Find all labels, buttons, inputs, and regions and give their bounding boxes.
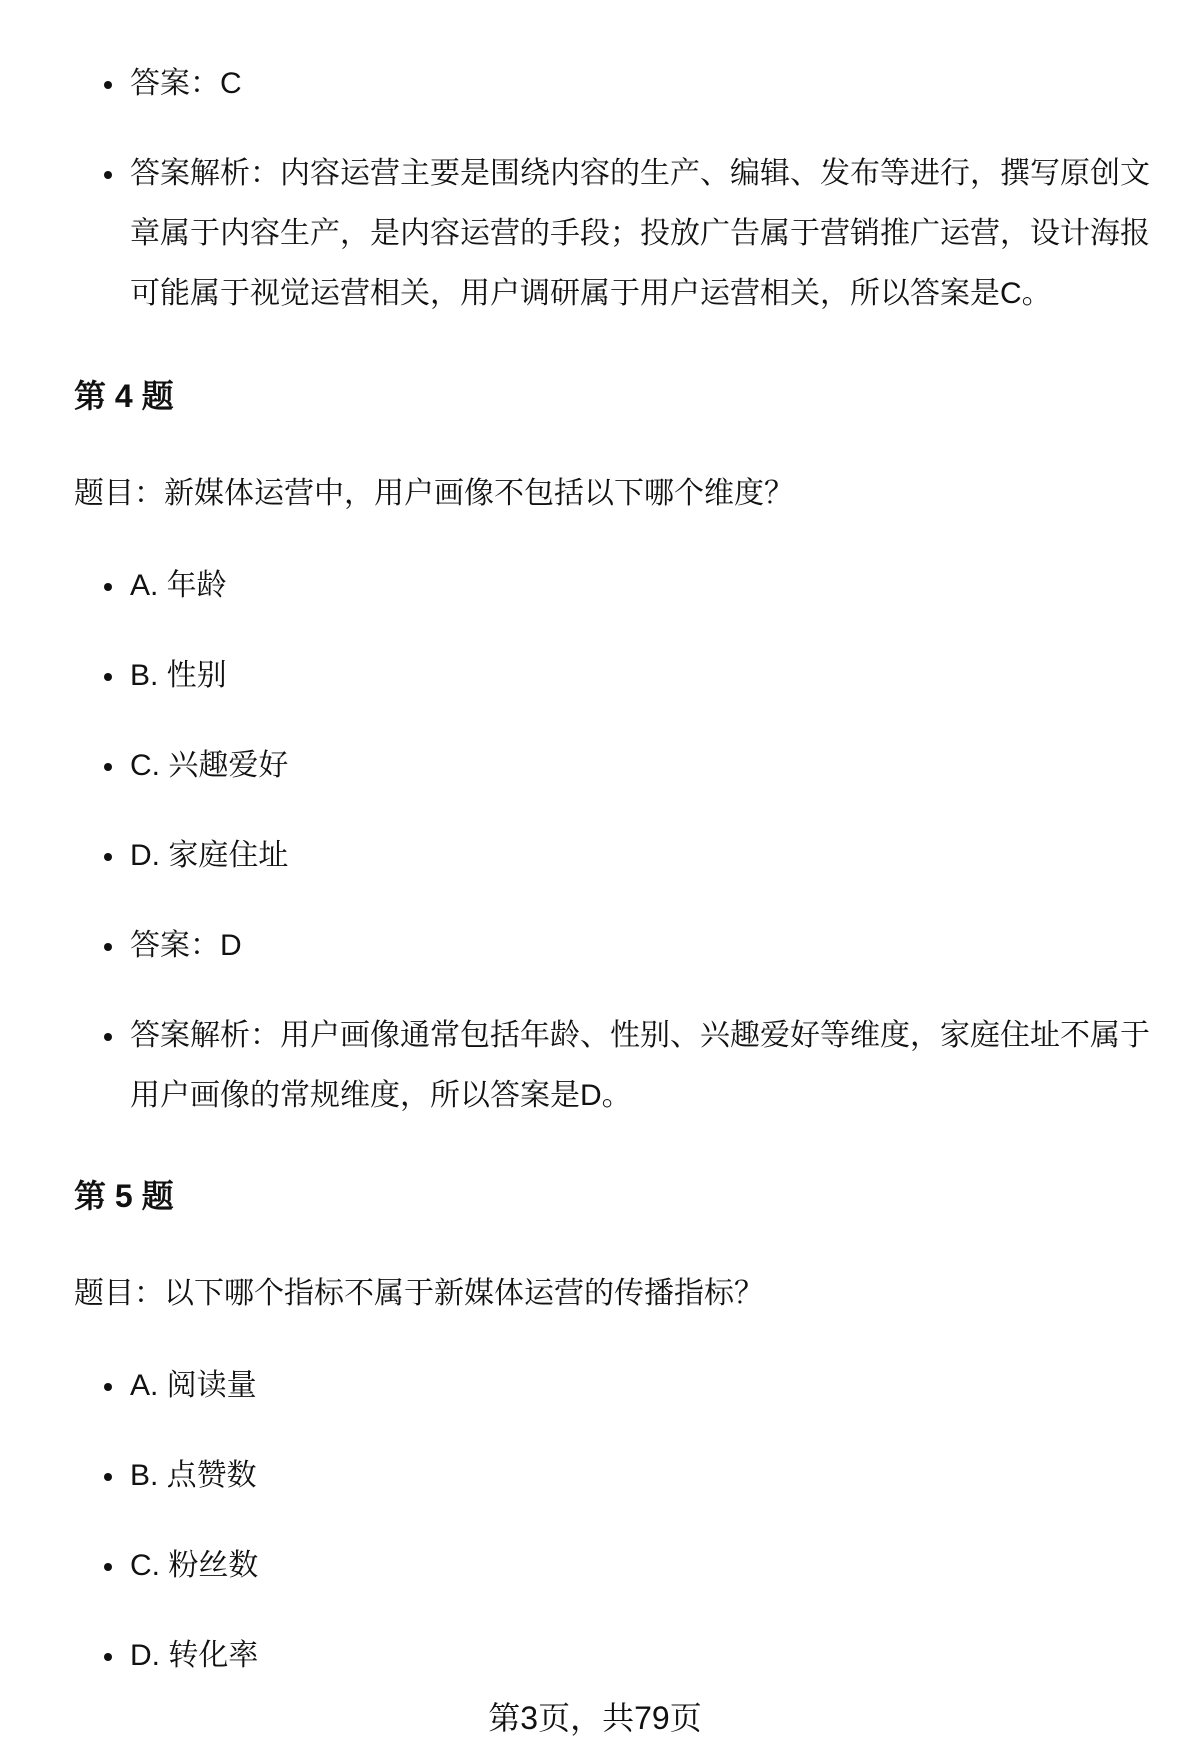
option-label: D. 家庭住址 (130, 839, 289, 872)
q5-heading: 第 5 题 (74, 1178, 174, 1214)
bullet-icon (104, 673, 112, 681)
bullet-icon (104, 1383, 112, 1391)
q3-explanation-item (104, 144, 1164, 324)
q4-option-d (104, 826, 1164, 886)
option-label: C. 兴趣爱好 (130, 749, 289, 782)
bullet-icon (104, 1653, 112, 1661)
bullet-icon (104, 81, 112, 89)
q4-heading: 第 4 题 (74, 378, 174, 414)
option-label: A. 年龄 (130, 569, 227, 602)
q3-answer: 答案：C (130, 67, 242, 100)
q3-answer-item (104, 54, 1164, 114)
q3-explanation: 答案解析：内容运营主要是围绕内容的生产、编辑、发布等进行，撰写原创文章属于内容生产，是内容运营的手段；投放广告属于营销推广运营，设计海报可能属于视觉运营相关，用户调研属于用户运营相关，所以答案是C。 (130, 157, 1150, 310)
bullet-icon (104, 853, 112, 861)
bullet-icon (104, 583, 112, 591)
option-label: A. 阅读量 (130, 1369, 257, 1402)
option-label: B. 点赞数 (130, 1459, 257, 1492)
page-number: 第3页，共79页 (488, 1700, 702, 1736)
q4-option-a (104, 556, 1164, 616)
q5-question: 题目：以下哪个指标不属于新媒体运营的传播指标？ (74, 1277, 764, 1310)
bullet-icon (104, 171, 112, 179)
q5-option-c (104, 1536, 1164, 1596)
option-label: D. 转化率 (130, 1639, 259, 1672)
bullet-icon (104, 1473, 112, 1481)
q4-explanation-item (104, 1006, 1164, 1126)
bullet-icon (104, 943, 112, 951)
q5-option-d (104, 1626, 1164, 1686)
q4-option-c (104, 736, 1164, 796)
q4-option-b (104, 646, 1164, 706)
bullet-icon (104, 1563, 112, 1571)
option-label: B. 性别 (130, 659, 227, 692)
q4-answer: 答案：D (130, 929, 242, 962)
bullet-icon (104, 763, 112, 771)
q4-explanation: 答案解析：用户画像通常包括年龄、性别、兴趣爱好等维度，家庭住址不属于用户画像的常规维度，所以答案是D。 (130, 1019, 1150, 1112)
option-label: C. 粉丝数 (130, 1549, 259, 1582)
q4-answer-item (104, 916, 1164, 976)
q5-option-a (104, 1356, 1164, 1416)
q4-question: 题目：新媒体运营中，用户画像不包括以下哪个维度？ (74, 477, 794, 510)
q5-option-b (104, 1446, 1164, 1506)
bullet-icon (104, 1033, 112, 1041)
